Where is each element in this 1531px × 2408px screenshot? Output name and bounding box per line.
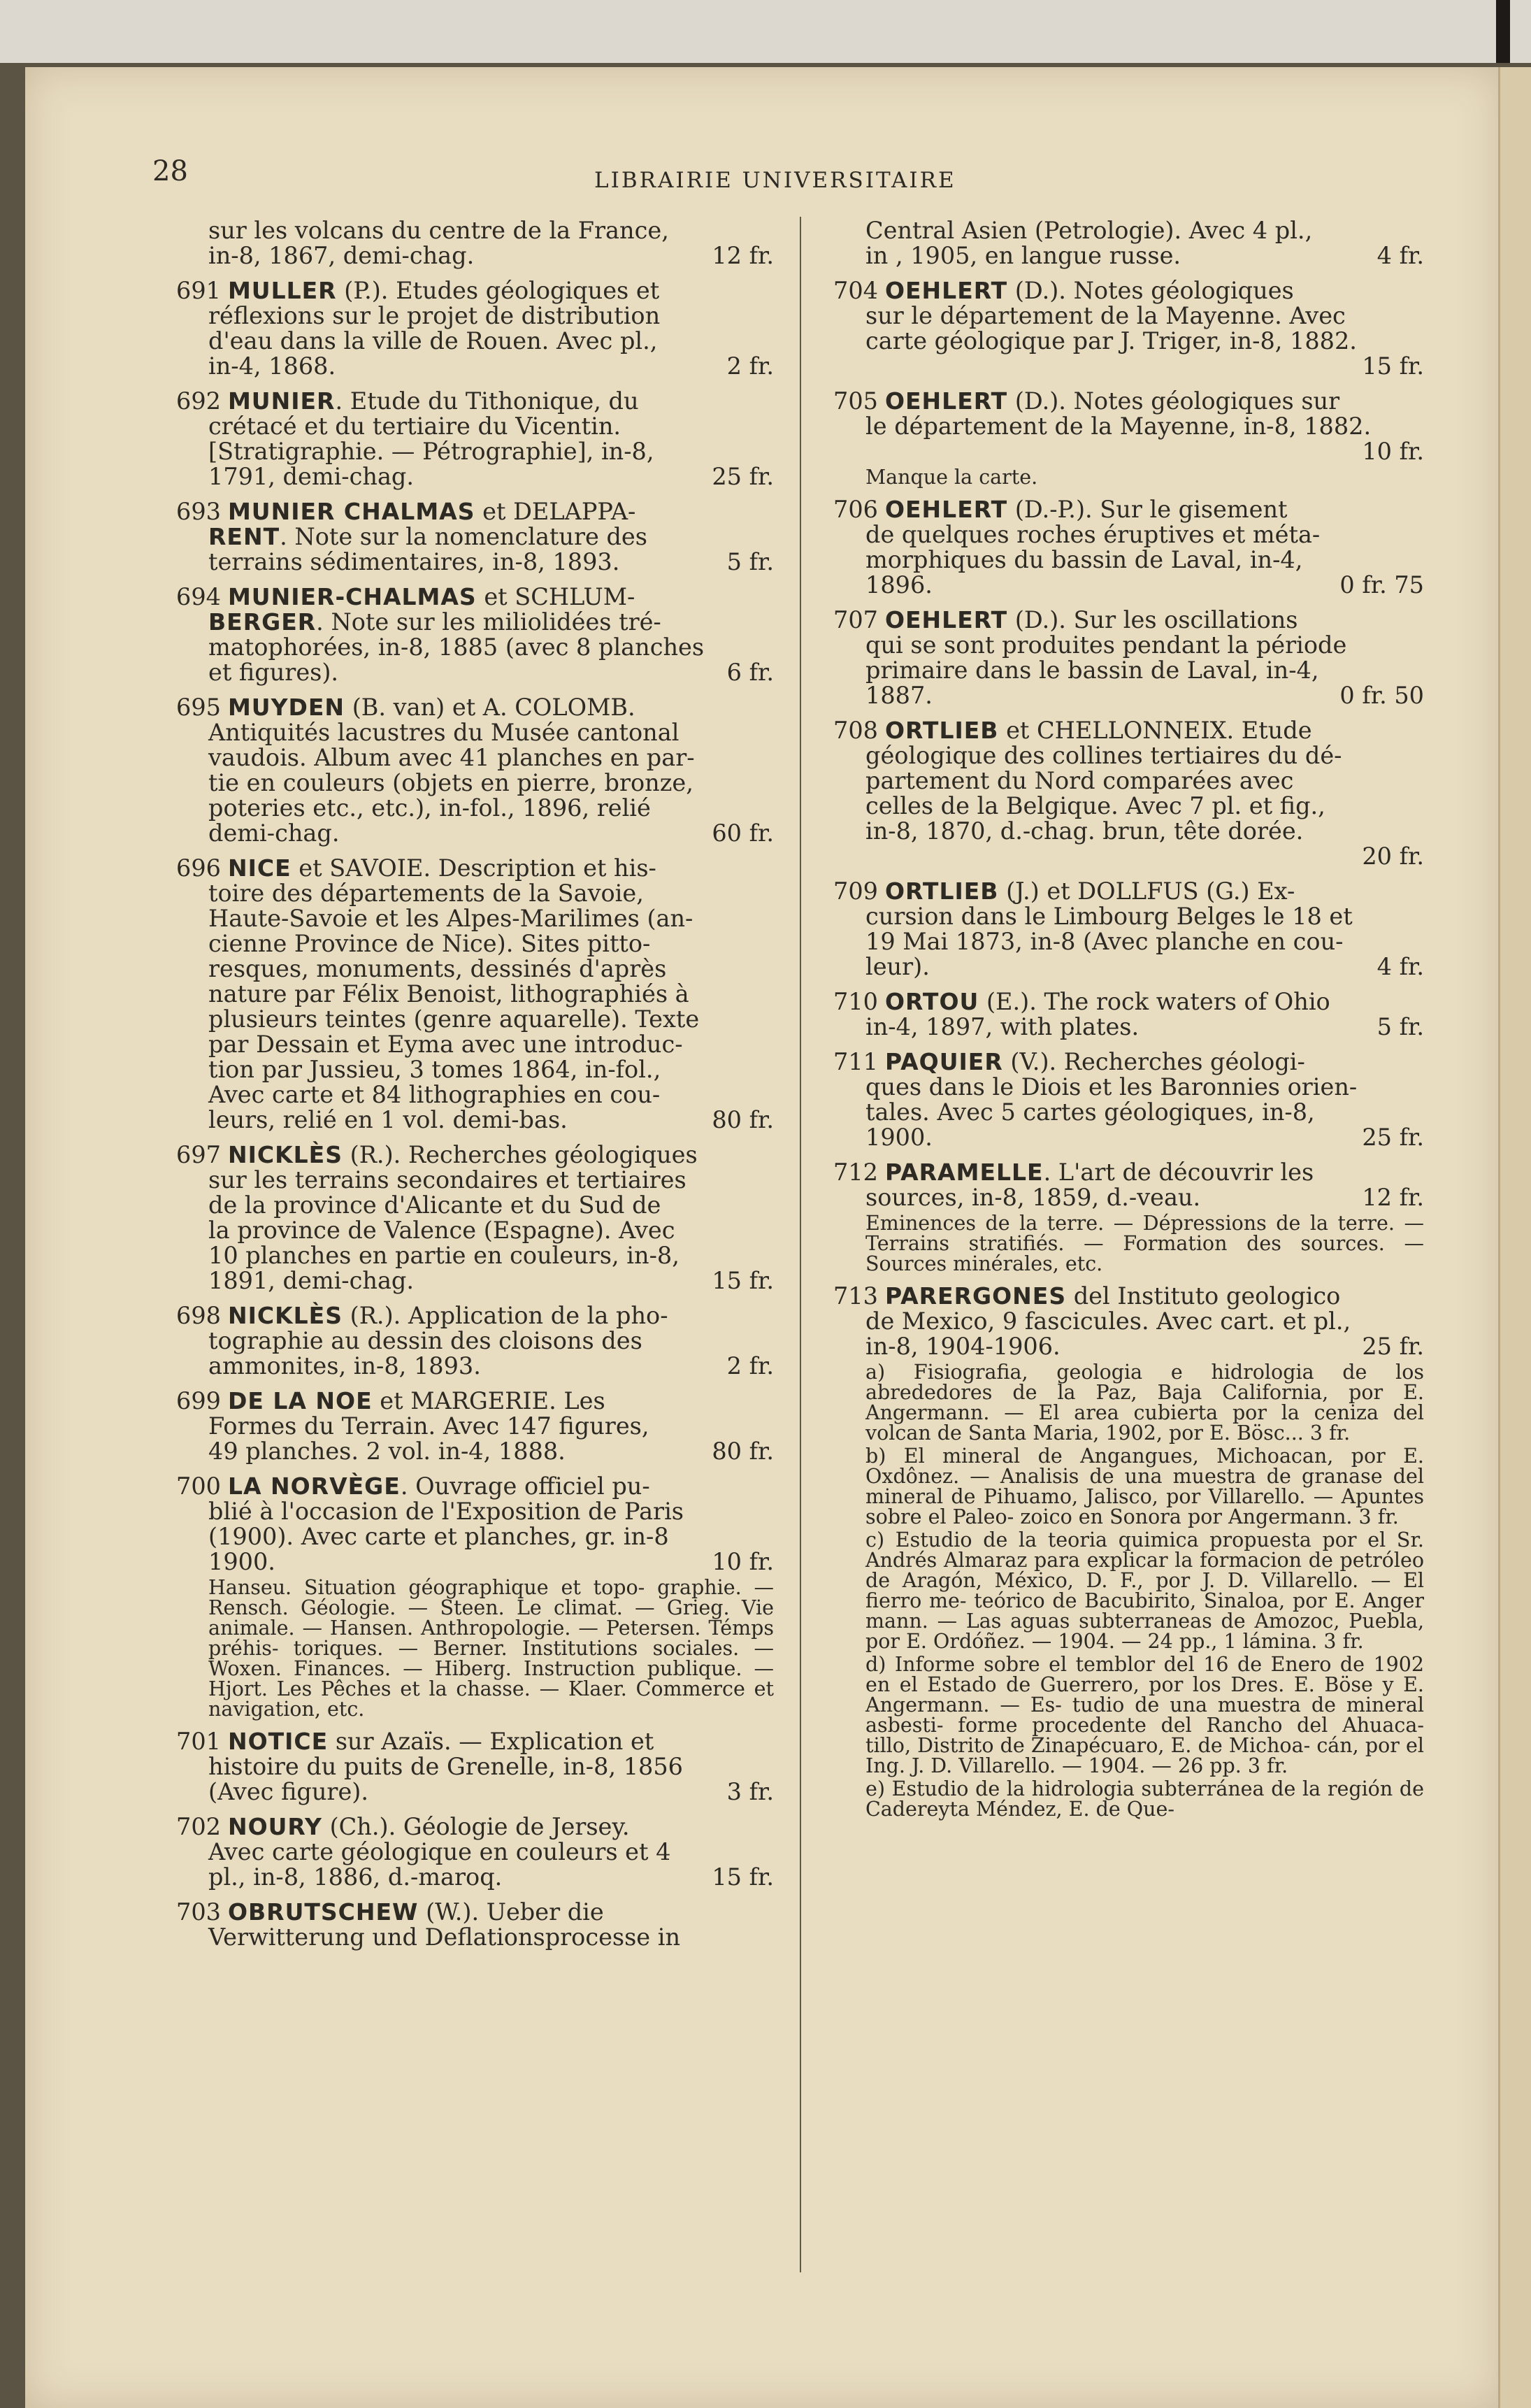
- entry-title: (V.). Recherches géologi-: [1002, 1048, 1305, 1075]
- entry-line: [176, 1549, 774, 1575]
- entry-title: (E.). The rock waters of Ohio: [979, 988, 1330, 1015]
- fascicle-note: b) El mineral de Angangues, Michoacan, por E. Oxdônez. — Analisis de una muestra de granase del mineral de Pihuamo, Jalisco, por Villarello. — Apuntes sobre el Paleo- zoico en Sonora por Angermann. 3 fr.: [865, 1445, 1424, 1528]
- entry-line: matophorées, in-8, 1885 (avec 8 planches: [208, 633, 705, 661]
- entry-author: MUNIER: [227, 387, 336, 415]
- page-number: 28: [152, 155, 188, 187]
- entry-line: toire des départements de la Savoie,: [208, 880, 644, 907]
- catalog-entry-692: [176, 389, 774, 489]
- entry-title: . Etude du Tithonique, du: [335, 387, 639, 415]
- entry-line: [833, 1334, 1424, 1359]
- catalog-entry-705: [833, 389, 1424, 487]
- entry-heading: [833, 1049, 1424, 1075]
- entry-text: in-8, 1867, demi-chag.: [208, 242, 475, 269]
- entry-line: vaudois. Album avec 41 planches en par-: [208, 744, 695, 771]
- entry-author: PARERGONES: [884, 1282, 1067, 1310]
- entry-line: sur les volcans du centre de la France,: [208, 217, 669, 244]
- entry-title: (B. van) et A. COLOMB.: [345, 694, 635, 721]
- fascicle-note: d) Informe sobre el temblor del 16 de Enero de 1902 en el Estado de Guerrero, por los Dres. E. Böse y E. Angermann. — Es- tudio de una muestra de mineral asbesti- forme procedente del Rancho del Ahuaca- tillo, Distrito de Zinapécuaro, E. de Michoa- cán, por el Ing. J. D. Villarello. — 1904. — 26 pp. 3 fr.: [865, 1653, 1424, 1777]
- entry-line: le département de la Mayenne, in-8, 1882.: [865, 413, 1372, 440]
- price: 2 fr.: [726, 352, 774, 380]
- entry-text: 1900.: [208, 1548, 275, 1575]
- entry-text: (Avec figure).: [208, 1778, 368, 1805]
- entry-title: (D.). Sur les oscillations: [1007, 606, 1298, 633]
- entry-author: PAQUIER: [884, 1048, 1003, 1075]
- entry-line: Haute-Savoie et les Alpes-Marilimes (an-: [208, 905, 693, 932]
- entry-number: 712: [833, 1159, 878, 1186]
- entry-title: (W.). Ueber die: [418, 1898, 604, 1926]
- entry-line: [833, 1015, 1424, 1040]
- entry-text: et figures).: [208, 659, 339, 686]
- entry-author: OEHLERT: [884, 387, 1008, 415]
- entry-line: d'eau dans la ville de Rouen. Avec pl.,: [208, 327, 658, 354]
- entry-author: OEHLERT: [884, 277, 1008, 304]
- entry-line: (1900). Avec carte et planches, gr. in-8: [208, 1523, 669, 1550]
- entry-title: et SCHLUM-: [476, 583, 635, 610]
- entry-heading: [176, 1729, 774, 1754]
- entry-heading: [833, 278, 1424, 303]
- running-head: LIBRAIRIE UNIVERSITAIRE: [594, 168, 956, 193]
- entry-number: 695: [176, 694, 221, 721]
- entry-line: Avec carte géologique en couleurs et 4: [208, 1838, 671, 1865]
- catalog-entry-694: [176, 585, 774, 685]
- entry-number: 704: [833, 277, 878, 304]
- entry-author: ORTLIEB: [884, 717, 999, 744]
- entry-author: ORTOU: [884, 988, 979, 1015]
- entry-line: morphiques du bassin de Laval, in-4,: [865, 546, 1303, 573]
- entry-number: 705: [833, 387, 878, 415]
- entry-title: . Ouvrage officiel pu-: [400, 1472, 650, 1500]
- entry-line: histoire du puits de Grenelle, in-8, 1856: [208, 1753, 683, 1780]
- entry-line: [833, 1185, 1424, 1210]
- price: 25 fr.: [712, 463, 774, 490]
- entry-number: 696: [176, 854, 221, 882]
- entry-text: in-4, 1868.: [208, 352, 336, 380]
- price: 15 fr.: [1362, 352, 1424, 380]
- entry-author: NICKLÈS: [227, 1141, 343, 1168]
- catalog-entry-706: [833, 497, 1424, 598]
- entry-number: 700: [176, 1472, 221, 1500]
- entry-title: (P.). Etudes géologiques et: [336, 277, 660, 304]
- entry-contents-note: Hanseu. Situation géographique et topo- graphie. — Rensch. Géologie. — Steen. Le climat. — Grieg. Vie animale. — Hansen. Anthropologie. — Petersen. Témps préhis- toriques. — Berner. Institutions sociales. — Woxen. Finances. — Hiberg. Instruction publique. — Hjort. Les Pêches et la chasse. — Klaer. Commerce et navigation, etc.: [208, 1576, 774, 1721]
- catalog-entry-704: [833, 278, 1424, 379]
- entry-title: (Ch.). Géologie de Jersey.: [322, 1813, 630, 1840]
- entry-line: sur le département de la Mayenne. Avec: [865, 302, 1346, 329]
- price: 3 fr.: [726, 1778, 774, 1805]
- entry-line: tographie au dessin des cloisons des: [208, 1327, 642, 1354]
- entry-heading: [176, 695, 774, 720]
- entry-line: cienne Province de Nice). Sites pitto-: [208, 930, 651, 957]
- entry-title: (D.). Notes géologiques sur: [1007, 387, 1340, 415]
- entry-text: sources, in-8, 1859, d.-veau.: [865, 1184, 1201, 1211]
- entry-line: primaire dans le bassin de Laval, in-4,: [865, 657, 1319, 684]
- entry-text: 1791, demi-chag.: [208, 463, 415, 490]
- catalog-entry-713: [833, 1284, 1424, 1819]
- entry-line: [833, 243, 1424, 268]
- entry-line: tales. Avec 5 cartes géologiques, in-8,: [865, 1098, 1315, 1126]
- entry-author: OEHLERT: [884, 496, 1008, 523]
- entry-title: . L'art de découvrir les: [1043, 1159, 1314, 1186]
- catalog-entry-710: [833, 989, 1424, 1040]
- entry-line: BERGER. Note sur les miliolidées tré-: [208, 608, 661, 636]
- entry-line: tie en couleurs (objets en pierre, bronze,: [208, 769, 693, 796]
- scan-edge: [1496, 0, 1510, 63]
- entry-author: DE LA NOE: [227, 1387, 373, 1414]
- right-column: [833, 218, 1424, 1829]
- entry-number: 708: [833, 717, 878, 744]
- catalog-entry-700: [176, 1474, 774, 1719]
- entry-line: [833, 954, 1424, 980]
- entry-heading: [176, 1474, 774, 1499]
- entry-line: ques dans le Diois et les Baronnies orien-: [865, 1073, 1358, 1101]
- entry-heading: [176, 1389, 774, 1414]
- price: 4 fr.: [1377, 242, 1424, 269]
- price: 25 fr.: [1362, 1333, 1424, 1360]
- entry-heading: [176, 1814, 774, 1840]
- entry-heading: [833, 879, 1424, 904]
- entry-heading: [176, 1142, 774, 1168]
- catalog-entry-701: [176, 1729, 774, 1805]
- entry-title: et DELAPPA-: [475, 498, 636, 525]
- entry-line: [176, 1354, 774, 1379]
- entry-number: 711: [833, 1048, 878, 1075]
- entry-title: et SAVOIE. Description et his-: [291, 854, 656, 882]
- catalog-entry-699: [176, 1389, 774, 1464]
- entry-line: Formes du Terrain. Avec 147 figures,: [208, 1412, 649, 1440]
- price: 2 fr.: [726, 1352, 774, 1379]
- catalog-entry-703: [176, 1900, 774, 1950]
- entry-line: la province de Valence (Espagne). Avec: [208, 1217, 675, 1244]
- entry-number: 702: [176, 1813, 221, 1840]
- entry-heading: [176, 1303, 774, 1328]
- entry-line: [176, 464, 774, 489]
- catalog-entry-continued: [833, 218, 1424, 268]
- entry-line: sur les terrains secondaires et tertiaires: [208, 1166, 687, 1194]
- catalog-entry-691: [176, 278, 774, 379]
- entry-line: crétacé et du tertiaire du Vicentin.: [208, 413, 621, 440]
- entry-author: PARAMELLE: [884, 1159, 1044, 1186]
- entry-line: [176, 243, 774, 268]
- entry-author: RENT: [208, 523, 280, 550]
- entry-line: qui se sont produites pendant la période: [865, 631, 1347, 659]
- price: 5 fr.: [1377, 1013, 1424, 1040]
- scan-right-edge: [1498, 67, 1531, 2408]
- entry-heading: [833, 608, 1424, 633]
- catalog-entry-697: [176, 1142, 774, 1293]
- entry-text: 49 planches. 2 vol. in-4, 1888.: [208, 1438, 566, 1465]
- entry-text: leur).: [865, 953, 930, 980]
- entry-line: Verwitterung und Deflationsprocesse in: [208, 1923, 681, 1951]
- entry-line: in-8, 1870, d.-chag. brun, tête dorée.: [865, 817, 1304, 845]
- fascicle-note: a) Fisiografia, geologia e hidrologia de los abrededores de la Paz, Baja California, por E. Angermann. — El area cubierta por la ceniza del volcan de Santa Maria, 1902, por E. Bösc... 3 fr.: [865, 1361, 1424, 1445]
- entry-number: 691: [176, 277, 221, 304]
- entry-line: [833, 683, 1424, 708]
- entry-heading: [176, 856, 774, 881]
- entry-line: blié à l'occasion de l'Exposition de Paris: [208, 1498, 684, 1525]
- entry-line: [833, 354, 1424, 379]
- price: 15 fr.: [712, 1267, 774, 1294]
- entry-heading: [176, 585, 774, 610]
- left-column: [176, 218, 774, 1960]
- entry-note: Manque la carte.: [865, 466, 1038, 489]
- entry-number: 693: [176, 498, 221, 525]
- entry-text: in-8, 1904-1906.: [865, 1333, 1061, 1360]
- entry-heading: [833, 1284, 1424, 1309]
- entry-author: OEHLERT: [884, 606, 1008, 633]
- entry-author: MUYDEN: [227, 694, 345, 721]
- entry-line: plusieurs teintes (genre aquarelle). Texte: [208, 1005, 700, 1033]
- catalog-entry-708: [833, 718, 1424, 869]
- catalog-entry-711: [833, 1049, 1424, 1150]
- entry-author: OBRUTSCHEW: [227, 1898, 419, 1926]
- entry-number: 697: [176, 1141, 221, 1168]
- entry-line: nature par Félix Benoist, lithographiés à: [208, 980, 689, 1008]
- entry-line: de la province d'Alicante et du Sud de: [208, 1191, 661, 1219]
- entry-line: poteries etc., etc.), in-fol., 1896, relié: [208, 794, 651, 822]
- entry-line: 10 planches en partie en couleurs, in-8,: [208, 1242, 680, 1269]
- entry-author: NOURY: [227, 1813, 322, 1840]
- price: 0 fr. 75: [1339, 571, 1424, 599]
- entry-text: 1900.: [865, 1124, 933, 1151]
- entry-title: (R.). Recherches géologiques: [342, 1141, 698, 1168]
- entry-heading: [176, 278, 774, 303]
- entry-line: [176, 660, 774, 685]
- entry-title: et CHELLONNEIX. Etude: [998, 717, 1312, 744]
- entry-heading: [833, 989, 1424, 1015]
- entry-line: celles de la Belgique. Avec 7 pl. et fig.,: [865, 792, 1325, 819]
- entry-line: de quelques roches éruptives et méta-: [865, 521, 1321, 548]
- price: 60 fr.: [712, 819, 774, 847]
- entry-line: carte géologique par J. Triger, in-8, 1882.: [865, 327, 1357, 354]
- entry-number: 699: [176, 1387, 221, 1414]
- entry-heading: [176, 499, 774, 524]
- entry-text: terrains sédimentaires, in-8, 1893.: [208, 548, 620, 575]
- entry-author: MULLER: [227, 277, 337, 304]
- catalog-entry-709: [833, 879, 1424, 980]
- catalog-entry-707: [833, 608, 1424, 708]
- catalog-entry-712: [833, 1160, 1424, 1274]
- catalog-entry-702: [176, 1814, 774, 1890]
- entry-author: MUNIER CHALMAS: [227, 498, 475, 525]
- entry-line: [833, 573, 1424, 598]
- entry-author: BERGER: [208, 608, 317, 636]
- entry-heading: [833, 718, 1424, 743]
- entry-line: de Mexico, 9 fascicules. Avec cart. et pl.,: [865, 1307, 1351, 1335]
- entry-text: pl., in-8, 1886, d.-maroq.: [208, 1863, 503, 1891]
- price: 25 fr.: [1362, 1124, 1424, 1151]
- entry-title: del Instituto geologico: [1066, 1282, 1341, 1310]
- price: 0 fr. 50: [1339, 682, 1424, 709]
- entry-heading: [176, 1900, 774, 1925]
- fascicle-note: c) Estudio de la teoria quimica propuesta por el Sr. Andrés Almaraz para explicar la formacion de petróleo de Aragón, México, D. F., por J. D. Villarello. — El fierro me- teórico de Bacubirito, Sinaloa, por E. Anger mann. — Las aguas subterraneas de Amozoc, Puebla, por E. Ordóñez. — 1904. — 24 pp., 1 lámina. 3 fr.: [865, 1528, 1424, 1653]
- entry-line: [176, 1439, 774, 1464]
- entry-number: 694: [176, 583, 221, 610]
- entry-line: RENT. Note sur la nomenclature des: [208, 523, 647, 550]
- entry-author: LA NORVÈGE: [227, 1472, 401, 1500]
- entry-line: par Dessain et Eyma avec une introduc-: [208, 1031, 683, 1058]
- catalog-entry-continued: [176, 218, 774, 268]
- entry-line: réflexions sur le projet de distribution: [208, 302, 661, 329]
- entry-line: [Stratigraphie. — Pétrographie], in-8,: [208, 438, 654, 465]
- price: 4 fr.: [1377, 953, 1424, 980]
- price: 20 fr.: [1362, 843, 1424, 870]
- entry-number: 698: [176, 1302, 221, 1329]
- entry-line: partement du Nord comparées avec: [865, 767, 1294, 794]
- entry-title: et MARGERIE. Les: [372, 1387, 605, 1414]
- price: 10 fr.: [1362, 438, 1424, 465]
- price: 15 fr.: [712, 1863, 774, 1891]
- catalog-entry-695: [176, 695, 774, 846]
- entry-number: 703: [176, 1898, 221, 1926]
- entry-line: [833, 844, 1424, 869]
- entry-title: (D.). Notes géologiques: [1007, 277, 1294, 304]
- entry-number: 713: [833, 1282, 878, 1310]
- entry-text: in-4, 1897, with plates.: [865, 1013, 1140, 1040]
- entry-line: Central Asien (Petrologie). Avec 4 pl.,: [865, 217, 1313, 244]
- price: 12 fr.: [1362, 1184, 1424, 1211]
- entry-text: ammonites, in-8, 1893.: [208, 1352, 481, 1379]
- entry-author: ORTLIEB: [884, 877, 999, 905]
- entry-line: [176, 1268, 774, 1293]
- entry-line: géologique des collines tertiaires du dé-: [865, 742, 1342, 769]
- entry-number: 707: [833, 606, 878, 633]
- entry-line: [833, 1125, 1424, 1150]
- entry-author: NOTICE: [227, 1728, 329, 1755]
- entry-line: Avec carte et 84 lithographies en cou-: [208, 1081, 661, 1108]
- entry-line: [176, 550, 774, 575]
- column-divider: [800, 217, 801, 2272]
- price: 12 fr.: [712, 242, 774, 269]
- catalog-entry-693: [176, 499, 774, 575]
- catalog-entry-698: [176, 1303, 774, 1379]
- entry-line: tion par Jussieu, 3 tomes 1864, in-fol.,: [208, 1056, 661, 1083]
- entry-text: 1887.: [865, 682, 933, 709]
- price: 80 fr.: [712, 1438, 774, 1465]
- entry-title: (D.-P.). Sur le gisement: [1007, 496, 1288, 523]
- entry-author: MUNIER-CHALMAS: [227, 583, 477, 610]
- entry-text: in , 1905, en langue russe.: [865, 242, 1181, 269]
- entry-text: demi-chag.: [208, 819, 340, 847]
- entry-number: 706: [833, 496, 878, 523]
- fascicle-note: e) Estudio de la hidrologia subterránea de la región de Cadereyta Méndez, E. de Que-: [865, 1777, 1424, 1821]
- entry-line: cursion dans le Limbourg Belges le 18 et: [865, 903, 1353, 930]
- price: 80 fr.: [712, 1106, 774, 1133]
- entry-heading: [176, 389, 774, 414]
- entry-line: [833, 439, 1424, 464]
- price: 10 fr.: [712, 1548, 774, 1575]
- entry-text: 1891, demi-chag.: [208, 1267, 415, 1294]
- entry-title: (R.). Application de la pho-: [342, 1302, 668, 1329]
- entry-line: [176, 821, 774, 846]
- entry-heading: [833, 497, 1424, 522]
- entry-line: [176, 1865, 774, 1890]
- price: 5 fr.: [726, 548, 774, 575]
- catalog-entry-696: [176, 856, 774, 1133]
- price: 6 fr.: [726, 659, 774, 686]
- entry-heading: [833, 389, 1424, 414]
- entry-number: 710: [833, 988, 878, 1015]
- entry-title: sur Azaïs. — Explication et: [328, 1728, 654, 1755]
- entry-contents-note: Eminences de la terre. — Dépressions de la terre. — Terrains stratifiés. — Formation des sources. — Sources minérales, etc.: [865, 1212, 1424, 1275]
- entry-title: (J.) et DOLLFUS (G.) Ex-: [998, 877, 1295, 905]
- entry-number: 701: [176, 1728, 221, 1755]
- entry-line: 19 Mai 1873, in-8 (Avec planche en cou-: [865, 928, 1344, 955]
- entry-line: [176, 354, 774, 379]
- entry-line: [176, 1108, 774, 1133]
- entry-number: 692: [176, 387, 221, 415]
- entry-author: NICE: [227, 854, 292, 882]
- scan-top-strip: [0, 0, 1531, 63]
- entry-line: [176, 1779, 774, 1805]
- entry-number: 709: [833, 877, 878, 905]
- entry-line: Antiquités lacustres du Musée cantonal: [208, 719, 680, 746]
- entry-text: leurs, relié en 1 vol. demi-bas.: [208, 1106, 568, 1133]
- entry-heading: [833, 1160, 1424, 1185]
- entry-line: resques, monuments, dessinés d'après: [208, 955, 667, 982]
- entry-author: NICKLÈS: [227, 1302, 343, 1329]
- entry-text: 1896.: [865, 571, 933, 599]
